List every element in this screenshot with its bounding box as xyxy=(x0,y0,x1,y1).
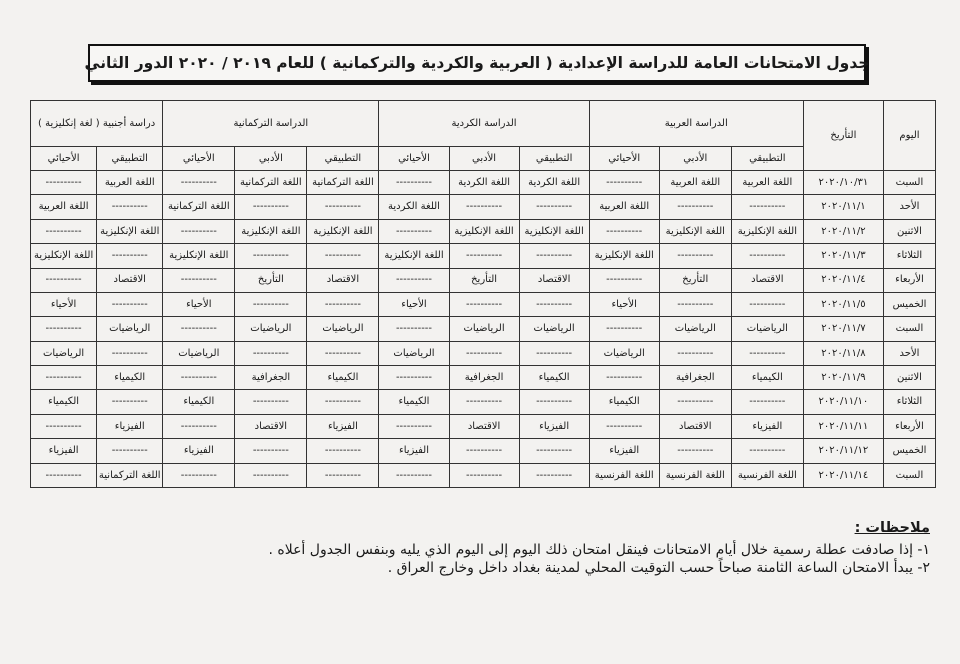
subject-cell: ---------- xyxy=(163,463,235,488)
subject-cell: ---------- xyxy=(31,219,97,243)
table-row xyxy=(31,317,936,341)
notes-heading: ملاحظات : xyxy=(854,520,930,536)
subject-cell: ---------- xyxy=(235,292,307,316)
subject-cell: الكيمياء xyxy=(731,366,803,390)
date-cell: ٢٠٢٠/١١/١٤ xyxy=(803,463,883,488)
subject-cell: الرياضيات xyxy=(379,341,449,365)
subject-cell: اللغة التركمانية xyxy=(235,171,307,195)
table-row xyxy=(31,171,936,195)
table-row xyxy=(31,268,936,292)
subject-cell: الرياضيات xyxy=(589,341,659,365)
subject-cell: ---------- xyxy=(589,366,659,390)
subheader-literary: الأدبي xyxy=(235,147,307,171)
subject-cell: الفيزياء xyxy=(589,439,659,463)
subject-cell: ---------- xyxy=(589,414,659,438)
subject-cell: اللغة الكردية xyxy=(519,171,589,195)
subject-cell: ---------- xyxy=(519,390,589,414)
subject-cell: التأريخ xyxy=(449,268,519,292)
subject-cell: التأريخ xyxy=(659,268,731,292)
subject-cell: اللغة العربية xyxy=(589,195,659,219)
table-row xyxy=(31,244,936,268)
subject-cell: اللغة التركمانية xyxy=(163,195,235,219)
subject-cell: الأحياء xyxy=(163,292,235,316)
subject-cell: الكيمياء xyxy=(519,366,589,390)
subject-cell: اللغة الإنكليزية xyxy=(589,244,659,268)
subject-cell: ---------- xyxy=(589,219,659,243)
subject-cell: ---------- xyxy=(235,195,307,219)
subject-cell: ---------- xyxy=(519,195,589,219)
subject-cell: الكيمياء xyxy=(31,390,97,414)
subject-cell: ---------- xyxy=(97,244,163,268)
schedule-title xyxy=(84,44,870,82)
subject-cell: الفيزياء xyxy=(97,414,163,438)
subject-cell: ---------- xyxy=(449,390,519,414)
subject-cell: ---------- xyxy=(307,292,379,316)
subject-cell: اللغة الإنكليزية xyxy=(659,219,731,243)
subheader-literary: الأدبي xyxy=(449,147,519,171)
subject-cell: ---------- xyxy=(659,244,731,268)
subject-cell: الرياضيات xyxy=(731,317,803,341)
subject-cell: اللغة الكردية xyxy=(379,195,449,219)
date-cell: ٢٠٢٠/١١/٥ xyxy=(803,292,883,316)
subject-cell: ---------- xyxy=(449,439,519,463)
subject-cell: ---------- xyxy=(235,341,307,365)
subject-cell: الاقتصاد xyxy=(731,268,803,292)
subject-cell: الأحياء xyxy=(589,292,659,316)
date-cell: ٢٠٢٠/١١/١١ xyxy=(803,414,883,438)
subject-cell: ---------- xyxy=(97,341,163,365)
exam-schedule-table xyxy=(30,100,936,488)
subject-cell: ---------- xyxy=(31,414,97,438)
subject-cell: الاقتصاد xyxy=(659,414,731,438)
subject-cell: ---------- xyxy=(235,439,307,463)
subject-cell: الكيمياء xyxy=(307,366,379,390)
subject-cell: ---------- xyxy=(731,292,803,316)
subject-cell: اللغة الإنكليزية xyxy=(379,244,449,268)
subject-cell: اللغة العربية xyxy=(659,171,731,195)
subject-cell: ---------- xyxy=(731,439,803,463)
subject-cell: ---------- xyxy=(519,341,589,365)
header-date: التأريخ xyxy=(803,101,883,171)
subject-cell: الكيمياء xyxy=(163,390,235,414)
subject-cell: ---------- xyxy=(379,171,449,195)
subheader-biology: الأحيائي xyxy=(31,147,97,171)
subject-cell: اللغة الإنكليزية xyxy=(31,244,97,268)
table-row xyxy=(31,366,936,390)
subject-cell: ---------- xyxy=(589,317,659,341)
subject-cell: ---------- xyxy=(379,414,449,438)
day-cell: الأربعاء xyxy=(883,414,935,438)
subject-cell: ---------- xyxy=(659,292,731,316)
subject-cell: ---------- xyxy=(307,244,379,268)
subject-cell: ---------- xyxy=(307,341,379,365)
date-cell: ٢٠٢٠/١٠/٣١ xyxy=(803,171,883,195)
subject-cell: ---------- xyxy=(163,414,235,438)
subject-cell: ---------- xyxy=(307,390,379,414)
subject-cell: ---------- xyxy=(519,439,589,463)
day-cell: السبت xyxy=(883,463,935,488)
table-row xyxy=(31,463,936,488)
date-cell: ٢٠٢٠/١١/١ xyxy=(803,195,883,219)
subject-cell: اللغة الإنكليزية xyxy=(163,244,235,268)
subheader-applied: التطبيقي xyxy=(97,147,163,171)
subject-cell: ---------- xyxy=(379,219,449,243)
schedule-title-text: جدول الامتحانات العامة للدراسة الإعدادية ( العربية والكردية والتركمانية ) للعام ٢٠١٩ / ٢٠٢٠ الدور الثاني xyxy=(84,54,870,72)
subject-cell: الرياضيات xyxy=(659,317,731,341)
subject-cell: ---------- xyxy=(97,390,163,414)
subject-cell: ---------- xyxy=(731,390,803,414)
date-cell: ٢٠٢٠/١١/٢ xyxy=(803,219,883,243)
subject-cell: ---------- xyxy=(97,439,163,463)
notes-section xyxy=(110,520,930,578)
subject-cell: اللغة العربية xyxy=(31,195,97,219)
subject-cell: ---------- xyxy=(163,268,235,292)
subject-cell: اللغة الإنكليزية xyxy=(449,219,519,243)
subject-cell: ---------- xyxy=(163,366,235,390)
table-row xyxy=(31,195,936,219)
subject-cell: ---------- xyxy=(449,341,519,365)
subject-cell: ---------- xyxy=(31,317,97,341)
subject-cell: ---------- xyxy=(379,268,449,292)
header-kurdish-study: الدراسة الكردية xyxy=(379,101,589,147)
table-row xyxy=(31,292,936,316)
subject-cell: الرياضيات xyxy=(235,317,307,341)
subject-cell: ---------- xyxy=(449,195,519,219)
subject-cell: ---------- xyxy=(519,244,589,268)
subheader-biology: الأحيائي xyxy=(163,147,235,171)
subject-cell: اللغة الكردية xyxy=(449,171,519,195)
subject-cell: ---------- xyxy=(163,219,235,243)
subject-cell: اللغة الفرنسية xyxy=(659,463,731,488)
subject-cell: الرياضيات xyxy=(307,317,379,341)
table-row xyxy=(31,219,936,243)
subject-cell: ---------- xyxy=(379,366,449,390)
date-cell: ٢٠٢٠/١١/٣ xyxy=(803,244,883,268)
subject-cell: الجغرافية xyxy=(659,366,731,390)
subject-cell: ---------- xyxy=(449,292,519,316)
subject-cell: الرياضيات xyxy=(449,317,519,341)
subheader-biology: الأحيائي xyxy=(379,147,449,171)
subject-cell: ---------- xyxy=(235,463,307,488)
subject-cell: ---------- xyxy=(449,463,519,488)
subject-cell: الفيزياء xyxy=(31,439,97,463)
subject-cell: ---------- xyxy=(307,439,379,463)
subheader-applied: التطبيقي xyxy=(519,147,589,171)
day-cell: الأربعاء xyxy=(883,268,935,292)
subject-cell: ---------- xyxy=(235,390,307,414)
subject-cell: ---------- xyxy=(659,390,731,414)
subject-cell: ---------- xyxy=(163,317,235,341)
subject-cell: الكيمياء xyxy=(379,390,449,414)
day-cell: الثلاثاء xyxy=(883,244,935,268)
subject-cell: الرياضيات xyxy=(519,317,589,341)
subject-cell: الفيزياء xyxy=(731,414,803,438)
subject-cell: الفيزياء xyxy=(163,439,235,463)
table-row xyxy=(31,341,936,365)
subject-cell: الكيمياء xyxy=(589,390,659,414)
day-cell: الثلاثاء xyxy=(883,390,935,414)
subject-cell: اللغة التركمانية xyxy=(97,463,163,488)
subject-cell: الجغرافية xyxy=(235,366,307,390)
subject-cell: الفيزياء xyxy=(519,414,589,438)
subject-cell: الرياضيات xyxy=(163,341,235,365)
subject-cell: اللغة الفرنسية xyxy=(731,463,803,488)
subject-cell: ---------- xyxy=(659,341,731,365)
day-cell: الخميس xyxy=(883,439,935,463)
day-cell: السبت xyxy=(883,171,935,195)
subject-cell: ---------- xyxy=(379,463,449,488)
subject-cell: ---------- xyxy=(731,195,803,219)
subject-cell: اللغة العربية xyxy=(97,171,163,195)
subject-cell: ---------- xyxy=(519,463,589,488)
schedule-body xyxy=(31,171,936,488)
subject-cell: ---------- xyxy=(97,292,163,316)
subject-cell: ---------- xyxy=(31,171,97,195)
table-row xyxy=(31,439,936,463)
subject-cell: الأحياء xyxy=(31,292,97,316)
subject-cell: الأحياء xyxy=(379,292,449,316)
subject-cell: ---------- xyxy=(659,195,731,219)
subject-cell: ---------- xyxy=(449,244,519,268)
subject-cell: ---------- xyxy=(31,268,97,292)
subject-cell: اللغة الإنكليزية xyxy=(519,219,589,243)
subject-cell: ---------- xyxy=(31,366,97,390)
subject-cell: ---------- xyxy=(519,292,589,316)
day-cell: الاثنين xyxy=(883,366,935,390)
day-cell: الخميس xyxy=(883,292,935,316)
subject-cell: ---------- xyxy=(731,244,803,268)
subheader-applied: التطبيقي xyxy=(731,147,803,171)
subject-cell: ---------- xyxy=(589,171,659,195)
subject-cell: اللغة الإنكليزية xyxy=(731,219,803,243)
subject-cell: الاقتصاد xyxy=(449,414,519,438)
subject-cell: الفيزياء xyxy=(307,414,379,438)
subject-cell: اللغة الإنكليزية xyxy=(307,219,379,243)
header-foreign-study: دراسة أجنبية ( لغة إنكليزية ) xyxy=(31,101,163,147)
subject-cell: اللغة التركمانية xyxy=(307,171,379,195)
table-row xyxy=(31,414,936,438)
day-cell: الأحد xyxy=(883,341,935,365)
subject-cell: الكيمياء xyxy=(97,366,163,390)
header-turkmen-study: الدراسة التركمانية xyxy=(163,101,379,147)
date-cell: ٢٠٢٠/١١/٧ xyxy=(803,317,883,341)
note-item: ١- إذا صادفت عطلة رسمية خلال أيام الامتحانات فينقل امتحان ذلك اليوم إلى اليوم الذي يليه وبنفس الجدول أعلاه . xyxy=(268,542,930,558)
subject-cell: اللغة الإنكليزية xyxy=(97,219,163,243)
subject-cell: ---------- xyxy=(307,195,379,219)
subject-cell: الجغرافية xyxy=(449,366,519,390)
subject-cell: الرياضيات xyxy=(97,317,163,341)
subject-cell: ---------- xyxy=(659,439,731,463)
date-cell: ٢٠٢٠/١١/٤ xyxy=(803,268,883,292)
subject-cell: الاقتصاد xyxy=(97,268,163,292)
subject-cell: اللغة الإنكليزية xyxy=(235,219,307,243)
subject-cell: الرياضيات xyxy=(31,341,97,365)
header-day: اليوم xyxy=(883,101,935,171)
subject-cell: الفيزياء xyxy=(379,439,449,463)
note-item: ٢- يبدأ الامتحان الساعة الثامنة صباحاً حسب التوقيت المحلي لمدينة بغداد داخل وخارج العراق . xyxy=(387,560,930,576)
header-arabic-study: الدراسة العربية xyxy=(589,101,803,147)
date-cell: ٢٠٢٠/١١/١٢ xyxy=(803,439,883,463)
table-row xyxy=(31,390,936,414)
subject-cell: الاقتصاد xyxy=(307,268,379,292)
subheader-biology: الأحيائي xyxy=(589,147,659,171)
subject-cell: الاقتصاد xyxy=(519,268,589,292)
date-cell: ٢٠٢٠/١١/١٠ xyxy=(803,390,883,414)
subject-cell: ---------- xyxy=(589,268,659,292)
subject-cell: ---------- xyxy=(379,317,449,341)
subject-cell: ---------- xyxy=(235,244,307,268)
date-cell: ٢٠٢٠/١١/٩ xyxy=(803,366,883,390)
subject-cell: ---------- xyxy=(163,171,235,195)
subject-cell: اللغة العربية xyxy=(731,171,803,195)
day-cell: الاثنين xyxy=(883,219,935,243)
subject-cell: اللغة الفرنسية xyxy=(589,463,659,488)
subject-cell: ---------- xyxy=(307,463,379,488)
subheader-literary: الأدبي xyxy=(659,147,731,171)
subheader-applied: التطبيقي xyxy=(307,147,379,171)
subject-cell: الاقتصاد xyxy=(235,414,307,438)
date-cell: ٢٠٢٠/١١/٨ xyxy=(803,341,883,365)
subject-cell: ---------- xyxy=(731,341,803,365)
day-cell: الأحد xyxy=(883,195,935,219)
subject-cell: التأريخ xyxy=(235,268,307,292)
subject-cell: ---------- xyxy=(31,463,97,488)
day-cell: السبت xyxy=(883,317,935,341)
subject-cell: ---------- xyxy=(97,195,163,219)
